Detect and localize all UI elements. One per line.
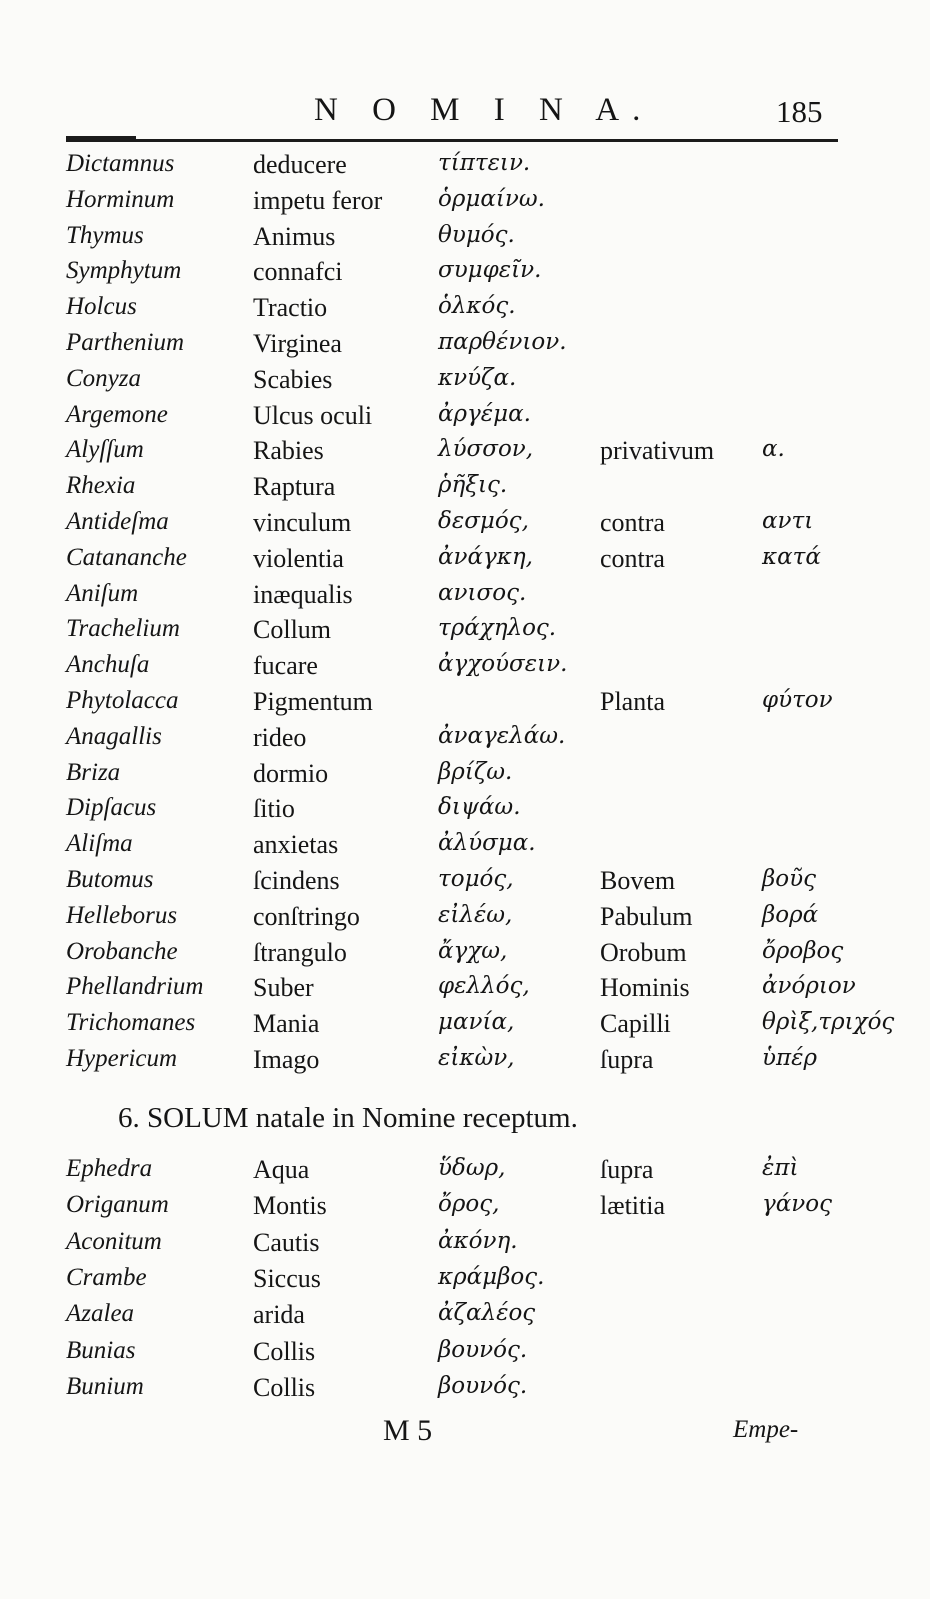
plant-name: Origanum <box>66 1191 169 1219</box>
greek-root: ἀλύσμα. <box>438 830 536 857</box>
greek-root: ἀζαλέος <box>438 1300 536 1327</box>
greek-root: βρίζω. <box>438 758 513 785</box>
latin-meaning: rideo <box>253 722 307 752</box>
table-row <box>0 1191 930 1227</box>
latin-meaning-2: contra <box>600 543 665 573</box>
table-row <box>0 651 930 687</box>
latin-meaning: arida <box>253 1300 305 1330</box>
table-row <box>0 580 930 616</box>
greek-root: λύσσον, <box>438 436 534 463</box>
latin-meaning: connafci <box>253 257 343 287</box>
plant-name: Anagallis <box>66 722 162 750</box>
table-row <box>0 1155 930 1191</box>
greek-root-2: αντι <box>762 508 814 534</box>
latin-meaning: conſtringo <box>253 901 360 931</box>
signature-mark: M 5 <box>383 1414 433 1447</box>
greek-root: ὕδωρ, <box>438 1155 506 1181</box>
greek-root: μανία, <box>438 1009 515 1036</box>
table-row <box>0 615 930 651</box>
table-row <box>0 257 930 293</box>
latin-meaning-2: contra <box>600 508 665 537</box>
table-row <box>0 1264 930 1300</box>
greek-root: ἄγχω, <box>438 937 508 964</box>
latin-meaning: Montis <box>253 1191 327 1221</box>
table-row <box>0 329 930 365</box>
table-row <box>0 902 930 938</box>
table-row <box>0 293 930 329</box>
plant-name: Aniſum <box>66 579 139 607</box>
latin-meaning: impetu feror <box>253 185 383 215</box>
greek-root: τράχηλος. <box>438 615 557 642</box>
plant-name: Briza <box>66 758 121 786</box>
plant-name: Crambe <box>66 1263 147 1291</box>
latin-meaning-2: Hominis <box>600 973 690 1003</box>
latin-meaning: deducere <box>253 150 347 179</box>
latin-meaning: Tractio <box>253 293 328 323</box>
plant-name: Bunias <box>66 1336 136 1364</box>
greek-root: βουνός. <box>438 1372 528 1399</box>
plant-name: Aconitum <box>66 1227 162 1255</box>
latin-meaning-2: lætitia <box>600 1191 665 1221</box>
table-row <box>0 866 930 902</box>
latin-meaning: Pigmentum <box>253 687 373 716</box>
table-row <box>0 365 930 401</box>
plant-name: Anchuſa <box>66 651 150 679</box>
plant-name: Dipſacus <box>66 794 157 822</box>
latin-meaning: Mania <box>253 1009 320 1039</box>
table-row <box>0 687 930 723</box>
latin-meaning: Ulcus oculi <box>253 400 373 430</box>
latin-meaning-2: Orobum <box>600 937 687 967</box>
greek-root: ἀργέμα. <box>438 400 531 427</box>
plant-name: Phellandrium <box>66 973 204 1001</box>
plant-name: Horminum <box>66 185 175 213</box>
greek-root-2: βορά <box>762 901 819 928</box>
plant-name: Symphytum <box>66 257 182 285</box>
section-heading: 6. SOLUM natale in Nomine receptum. <box>118 1102 578 1134</box>
greek-root: βουνός. <box>438 1336 528 1363</box>
plant-name: Phytolacca <box>66 687 179 714</box>
latin-meaning: Raptura <box>253 472 336 502</box>
greek-root: παρθένιον. <box>438 329 567 355</box>
plant-name: Catananche <box>66 543 187 571</box>
greek-root: ῥῆξις. <box>438 472 508 499</box>
latin-meaning: ſtrangulo <box>253 937 347 967</box>
plant-name: Ephedra <box>66 1155 153 1182</box>
plant-name: Orobanche <box>66 937 178 965</box>
plant-name: Helleborus <box>66 901 178 929</box>
greek-root-2: γάνος <box>762 1191 832 1218</box>
table-row <box>0 186 930 222</box>
table-row <box>0 401 930 437</box>
plant-name: Dictamnus <box>66 150 175 177</box>
greek-root: διψάω. <box>438 794 521 821</box>
greek-root: ἀγχούσειν. <box>438 651 568 678</box>
greek-root: ὄρος, <box>438 1191 500 1218</box>
latin-meaning: violentia <box>253 543 344 573</box>
header-rule <box>66 139 838 142</box>
table-row <box>0 973 930 1009</box>
latin-meaning-2: Bovem <box>600 866 676 895</box>
plant-name: Trichomanes <box>66 1009 196 1037</box>
greek-root-2: ἀνόριον <box>762 973 856 1000</box>
table-row <box>0 938 930 974</box>
plant-name: Antideſma <box>66 508 169 535</box>
page-header <box>0 92 930 132</box>
greek-root: συμφεῖν. <box>438 257 542 284</box>
latin-meaning: Collis <box>253 1336 316 1366</box>
table-row <box>0 1045 930 1081</box>
plant-name: Rhexia <box>66 472 136 500</box>
greek-root-2: ὑπέρ <box>762 1045 817 1071</box>
plant-name: Alyſſum <box>66 436 144 464</box>
plant-name: Parthenium <box>66 329 185 356</box>
greek-root: κράμβος. <box>438 1263 545 1290</box>
latin-meaning: dormio <box>253 758 329 788</box>
greek-root-2: βοῦς <box>762 866 817 892</box>
plant-name: Trachelium <box>66 615 180 643</box>
table-row <box>0 794 930 830</box>
latin-meaning: Rabies <box>253 436 324 466</box>
latin-meaning-2: ſupra <box>600 1045 654 1074</box>
greek-root: κνύζα. <box>438 364 517 391</box>
greek-root: τομός, <box>438 866 514 892</box>
greek-root-2: α. <box>762 436 785 463</box>
latin-meaning-2: privativum <box>600 436 715 466</box>
greek-root-2: ἐπὶ <box>762 1155 799 1181</box>
latin-meaning-2: ſupra <box>600 1155 654 1184</box>
table-row <box>0 544 930 580</box>
plant-name: Butomus <box>66 866 154 893</box>
latin-meaning-2: Capilli <box>600 1009 671 1039</box>
plant-name: Bunium <box>66 1372 144 1400</box>
table-row <box>0 1300 930 1336</box>
table-row <box>0 1228 930 1264</box>
greek-root: τίπτειν. <box>438 150 531 176</box>
greek-root: ἀναγελάω. <box>438 722 566 749</box>
latin-meaning: vinculum <box>253 508 352 537</box>
table-row <box>0 150 930 186</box>
greek-root: ὁλκός. <box>438 293 516 320</box>
running-title: N O M I N A. <box>314 92 654 128</box>
greek-root: εἰλέω, <box>438 901 513 928</box>
table-row <box>0 436 930 472</box>
latin-meaning: Aqua <box>253 1155 310 1184</box>
greek-root-2: ὄροβος <box>762 937 844 964</box>
plant-name: Hypericum <box>66 1045 178 1072</box>
greek-root: ὁρμαίνω. <box>438 185 545 212</box>
latin-meaning: Siccus <box>253 1263 321 1293</box>
table-row <box>0 830 930 866</box>
latin-meaning: ſcindens <box>253 866 340 895</box>
latin-meaning: Collis <box>253 1372 316 1402</box>
latin-meaning-2: Pabulum <box>600 901 693 931</box>
latin-meaning-2: Planta <box>600 687 665 716</box>
latin-meaning: Collum <box>253 615 332 645</box>
plant-name: Holcus <box>66 293 137 321</box>
plant-name: Argemone <box>66 400 168 428</box>
latin-meaning: inæqualis <box>253 579 353 609</box>
greek-root: θυμός. <box>438 221 515 248</box>
greek-root: δεσμός, <box>438 508 529 534</box>
plant-name: Azalea <box>66 1300 135 1328</box>
table-row <box>0 472 930 508</box>
page-number: 185 <box>776 94 823 129</box>
latin-meaning: ſitio <box>253 794 295 824</box>
plant-name: Conyza <box>66 364 141 392</box>
greek-root: φελλός, <box>438 973 530 1000</box>
plant-name: Aliſma <box>66 830 133 858</box>
greek-root-2: κατά <box>762 543 821 570</box>
catchword: Empe- <box>733 1416 799 1443</box>
greek-root: ἀνάγκη, <box>438 543 533 570</box>
greek-root: ανισος. <box>438 579 527 606</box>
latin-meaning: Scabies <box>253 364 333 394</box>
greek-root: εἰκὼν, <box>438 1045 515 1071</box>
table-row <box>0 1009 930 1045</box>
latin-meaning: fucare <box>253 651 318 681</box>
greek-root-2: φύτον <box>762 687 833 713</box>
table-row <box>0 1337 930 1373</box>
table-row <box>0 222 930 258</box>
plant-name: Thymus <box>66 221 144 249</box>
greek-root: ἀκόνη. <box>438 1227 518 1254</box>
latin-meaning: anxietas <box>253 830 339 860</box>
table-row <box>0 723 930 759</box>
table-row <box>0 759 930 795</box>
latin-meaning: Imago <box>253 1045 320 1074</box>
latin-meaning: Suber <box>253 973 314 1003</box>
latin-meaning: Virginea <box>253 329 342 358</box>
latin-meaning: Animus <box>253 221 336 251</box>
table-row <box>0 1373 930 1409</box>
table-row <box>0 508 930 544</box>
greek-root-2: θρὶξ,τριχός <box>762 1009 895 1036</box>
latin-meaning: Cautis <box>253 1227 320 1257</box>
